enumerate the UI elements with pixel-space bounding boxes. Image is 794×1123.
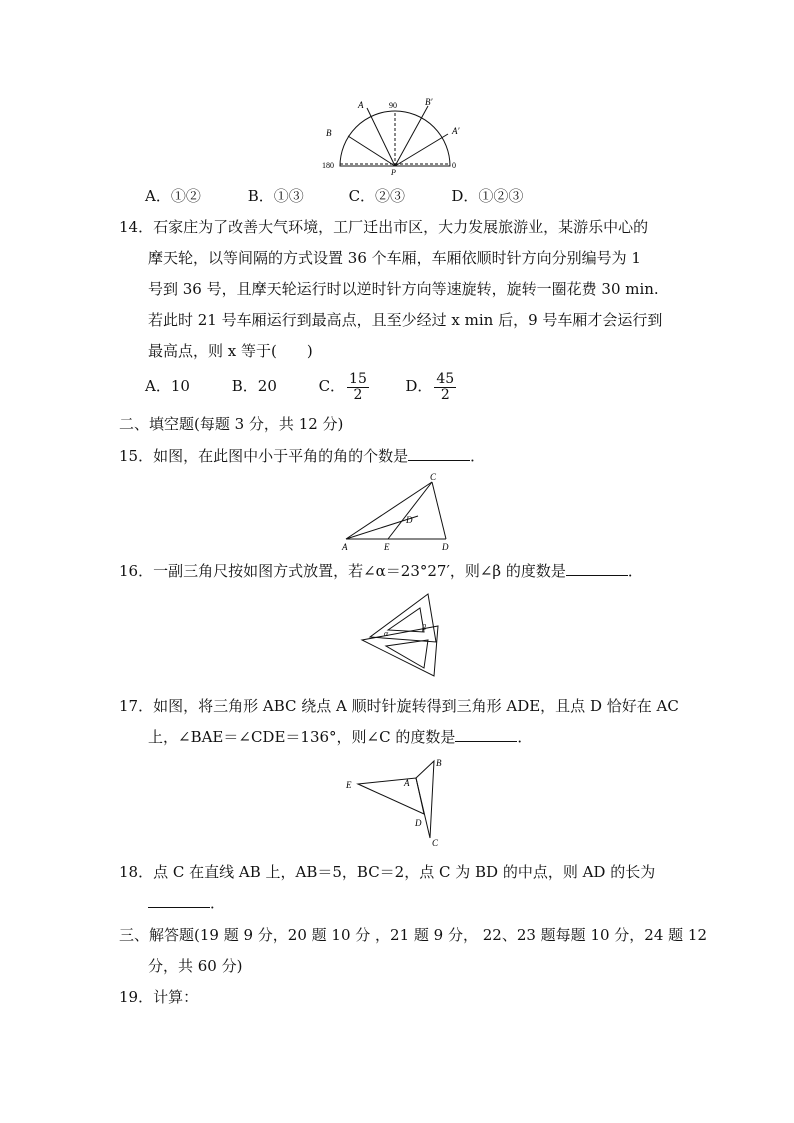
label-A: A [358, 100, 364, 110]
q17-stem: 上，∠BAE＝∠CDE＝136°，则∠C 的度数是 [148, 728, 456, 746]
label-B: B [436, 758, 442, 768]
label-B-prime: B′ [425, 97, 433, 107]
section-3-heading-line1: 三、解答题(19 题 9 分，20 题 10 分 ，21 题 9 分， 22、23 题每题 10 分，24 题 12 [119, 926, 708, 944]
q14-option-c-label: C． [318, 377, 346, 395]
label-A: A [342, 542, 348, 552]
q15-answer-blank[interactable] [408, 446, 470, 461]
set-squares-figure [358, 592, 448, 682]
q14-option-a: A．10 [145, 377, 190, 395]
q13-option-d: D．①②③ [451, 187, 524, 205]
q15-end: ． [470, 447, 486, 465]
label-90: 90 [389, 101, 397, 110]
q18-answer-blank[interactable] [148, 893, 210, 908]
q14-line2: 摩天轮，以等间隔的方式设置 36 个车厢，车厢依顺时针方向分别编号为 1 [148, 249, 641, 267]
triangle-acd-figure [340, 472, 460, 552]
q17-line1: 17．如图，将三角形 ABC 绕点 A 顺时针旋转得到三角形 ADE，且点 D 恰好在 AC [119, 697, 679, 715]
label-A: A [404, 778, 410, 788]
q14-option-d-fraction [434, 372, 456, 403]
q14-option-c-numerator: 15 [349, 370, 367, 387]
protractor-figure [320, 96, 470, 176]
label-B: B [326, 128, 332, 138]
q17-line2 [148, 727, 532, 747]
label-E: E [346, 780, 352, 790]
q14-option-c [319, 368, 401, 404]
q14-option-c-denominator: 2 [353, 386, 363, 403]
triangle-rotation-figure [344, 756, 454, 850]
q18-end: ． [210, 894, 226, 912]
q17-end: ． [517, 728, 533, 746]
q17-answer-blank[interactable] [455, 727, 517, 742]
label-beta: β [422, 623, 426, 632]
q14-option-d-label: D． [405, 377, 433, 395]
label-A-prime: A′ [452, 126, 460, 136]
q14-line5: 最高点，则 x 等于( ) [148, 342, 313, 360]
q16-end: ． [627, 562, 643, 580]
label-C: C [432, 838, 439, 848]
label-C: C [430, 472, 437, 482]
q14-option-d [405, 368, 458, 404]
q14-options [145, 368, 458, 404]
label-alpha: α [384, 629, 389, 638]
q15-stem: 15．如图，在此图中小于平角的角的个数是 [119, 447, 409, 465]
q18-line1: 18．点 C 在直线 AB 上，AB＝5，BC＝2，点 C 为 BD 的中点，则 AD 的长为 [119, 863, 656, 881]
label-P: P [391, 168, 396, 176]
q13-option-a: A．①② [145, 187, 201, 205]
label-D: D [415, 818, 422, 828]
q18-line2 [148, 893, 225, 913]
q14-option-c-fraction [347, 372, 369, 403]
q14-line1: 14．石家庄为了改善大气环境，工厂迁出市区，大力发展旅游业，某游乐中心的 [119, 218, 649, 236]
label-D-interior: D [406, 515, 413, 525]
q19-text: 19．计算： [119, 988, 199, 1006]
q16-text [119, 561, 643, 581]
q14-line3: 号到 36 号，且摩天轮运行时以逆时针方向等速旋转，旋转一圈花费 30 min. [148, 280, 659, 298]
q16-answer-blank[interactable] [566, 561, 628, 576]
label-0: 0 [452, 161, 456, 170]
label-E: E [384, 542, 390, 552]
q16-stem: 16．一副三角尺按如图方式放置，若∠α＝23°27′，则∠β 的度数是 [119, 562, 566, 580]
section-2-heading: 二、填空题(每题 3 分，共 12 分) [119, 415, 344, 433]
q14-option-d-numerator: 45 [436, 370, 455, 387]
label-D: D [442, 542, 449, 552]
label-180: 180 [322, 161, 334, 170]
q13-option-b: B．①③ [247, 187, 304, 205]
q15-text [119, 446, 485, 466]
section-3-heading-line2: 分，共 60 分) [148, 957, 243, 975]
q13-options [145, 186, 523, 206]
q14-option-b: B．20 [231, 377, 277, 395]
q13-option-c: C．②③ [348, 187, 406, 205]
q14-line4: 若此时 21 号车厢运行到最高点，且至少经过 x min 后，9 号车厢才会运行到 [148, 311, 663, 329]
q14-option-d-denominator: 2 [440, 386, 450, 403]
